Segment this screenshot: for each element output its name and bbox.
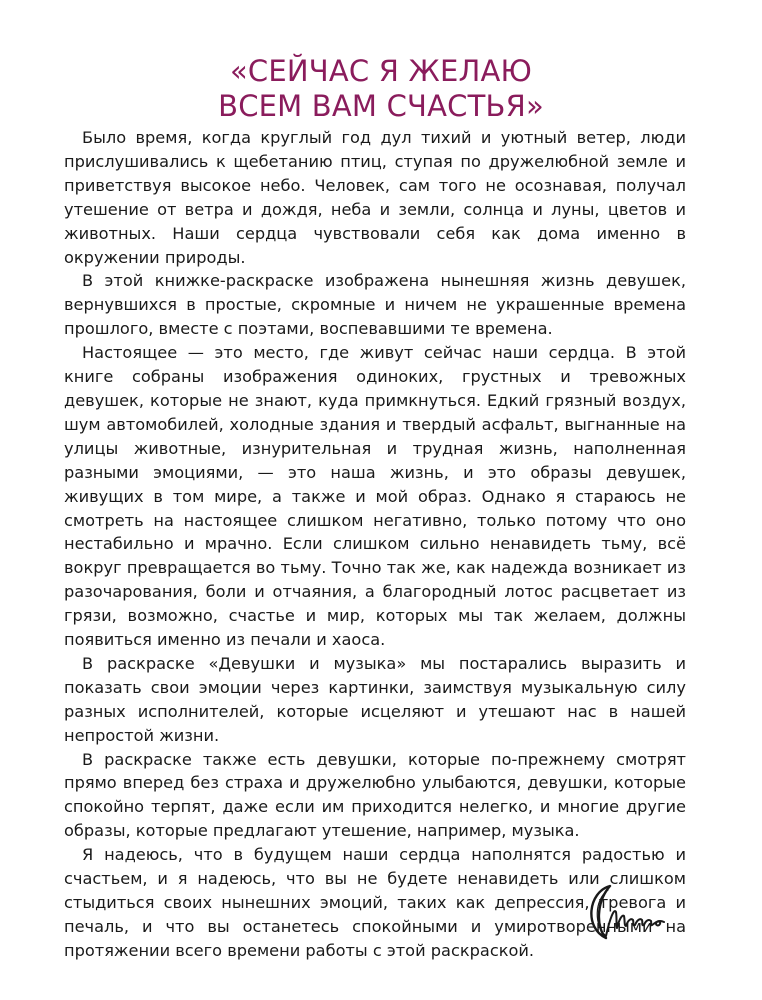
signature-script [606, 911, 664, 936]
paragraph-2: В этой книжке-раскраске изображена нынешняя жизнь девушек, вернувшихся в простые, скромные и ничем не украшенные времена прошлого, вместе с поэтами, воспевавшими те времена. [64, 271, 686, 339]
paragraph-3: Настоящее — это место, где живут сейчас наши сердца. В этой книге собраны изображения одиноких, грустных и тревожных девушек, которые не знают, куда примкнуться. Едкий грязный воздух, шум автомобилей, холодные здания и твердый асфальт, выгнанные на улицы животные, изнурительная и трудная жизнь, наполненная разными эмоциями, — это наша жизнь, и это образы девушек, живущих в том мире, а также и мой образ. Однако я стараюсь не смотреть на настоящее слишком негативно, только потому что оно нестабильно и мрачно. Если слишком сильно ненавидеть тьму, всё вокруг превращается во тьму. Точно так же, как надежда возникает из разочарования, боли и отчаяния, а благородный лотос расцветает из грязи, возможно, счастье и мир, которых мы так желаем, должны появиться именно из печали и хаоса. [64, 343, 686, 650]
paragraph-6: Я надеюсь, что в будущем наши сердца наполнятся радостью и счастьем, и я надеюсь, что вы не будете ненавидеть или слишком стыдиться своих нынешних эмоций, таких как депрессия, тревога и печаль, и что вы останетесь спокойными и умиротворенными на протяжении всего времени работы с этой раскраской. [64, 845, 686, 960]
paragraph-4: В раскраске «Девушки и музыка» мы постарались выразить и показать свои эмоции через картинки, заимствуя музыкальную силу разных исполнителей, которые исцеляют и утешают нас в нашей непростой жизни. [64, 653, 686, 745]
paragraph-1: Было время, когда круглый год дул тихий и уютный ветер, люди прислушивались к щебетанию птиц, ступая по дружелюбной земле и приветствуя высокое небо. Человек, сам того не осознавая, получал утешение от ветра и дождя, неба и земли, солнца и луны, цветов и животных. Наши сердца чувствовали себя как дома именно в окружении природы. [64, 128, 686, 267]
paragraph-5: В раскраске также есть девушки, которые по-прежнему смотрят прямо вперед без страха и дружелюбно улыбаются, девушки, которые спокойно терпят, даже если им приходится нелегко, и многие другие образы, которые предлагают утешение, например, музыка. [64, 749, 686, 841]
title-line-2: ВСЕМ ВАМ СЧАСТЬЯ» [218, 89, 544, 123]
title-line-1: «СЕЙЧАС Я ЖЕЛАЮ [229, 54, 533, 88]
body-text [64, 126, 686, 963]
author-signature [580, 878, 680, 948]
page-title [0, 54, 762, 124]
